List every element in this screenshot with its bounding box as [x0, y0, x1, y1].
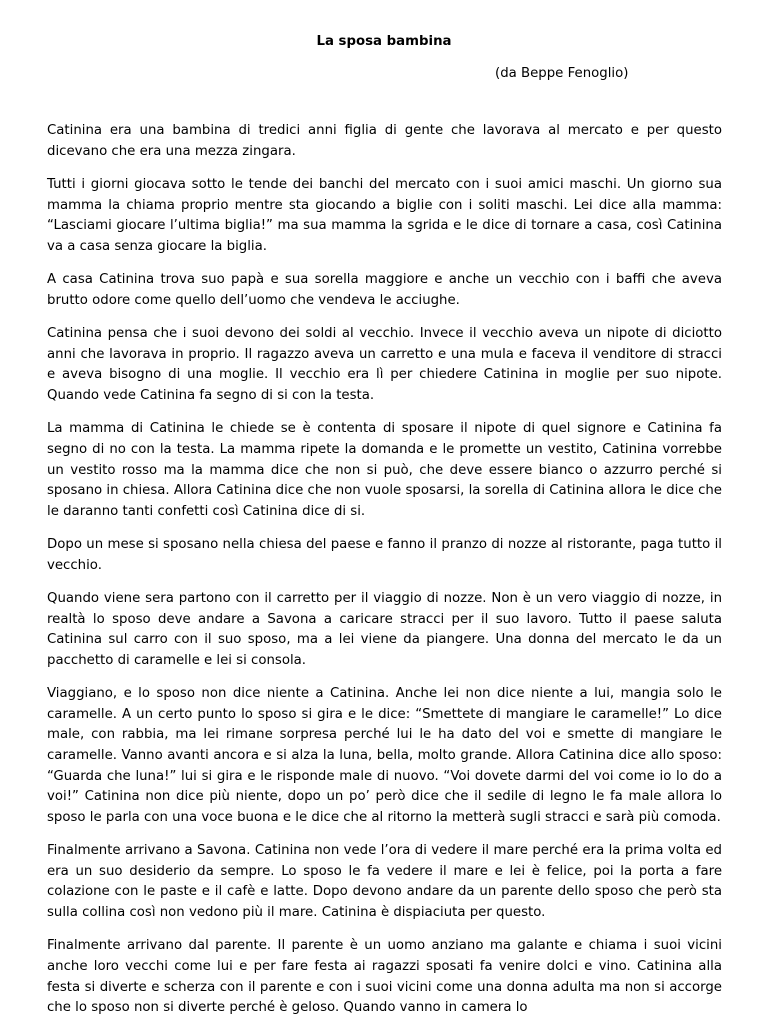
paragraph: Catinina pensa che i suoi devono dei soldi al vecchio. Invece il vecchio aveva un nipote di diciotto anni che lavorava in proprio. Il ragazzo aveva un carretto e una mula e faceva il venditore di stracci e aveva bisogno di una moglie. Il vecchio era lì per chiedere Catinina in moglie per suo nipote. Quando vede Catinina fa segno di si con la testa. — [47, 326, 722, 403]
paragraph: Tutti i giorni giocava sotto le tende dei banchi del mercato con i suoi amici maschi. Un giorno sua mamma la chiama proprio mentre sta giocando a biglie con i soliti maschi. Lei dice alla mamma: “Lasciami giocare l’ultima biglia!” ma sua mamma la sgrida e le dice di tornare a casa, così Catinina va a casa senza giocare la biglia. — [47, 176, 722, 254]
paragraph: A casa Catinina trova suo papà e sua sorella maggiore e anche un vecchio con i baffi che aveva brutto odore come quello dell’uomo che vendeva le acciughe. — [47, 272, 722, 308]
document-title: La sposa bambina — [316, 34, 452, 49]
story-body — [47, 121, 722, 1032]
paragraph: Dopo un mese si sposano nella chiesa del paese e fanno il pranzo di nozze al ristorante, paga tutto il vecchio. — [47, 537, 722, 573]
paragraph: Finalmente arrivano a Savona. Catinina non vede l’ora di vedere il mare perché era la prima volta ed era un suo desiderio da sempre. Lo sposo le fa vedere il mare e lei è felice, poi la porta a fare colazione con le paste e il cafè e latte. Dopo devono andare da un parente dello sposo che però sta sulla collina così non vedono più il mare. Catinina è dispiaciuta per questo. — [47, 843, 722, 920]
paragraph: Quando viene sera partono con il carretto per il viaggio di nozze. Non è un vero viaggio di nozze, in realtà lo sposo deve andare a Savona a caricare stracci per il suo lavoro. Tutto il paese saluta Catinina sul carro con il suo sposo, ma a lei viene da piangere. Una donna del mercato le da un pacchetto di caramelle e lei si consola. — [47, 591, 722, 668]
author-attribution: (da Beppe Fenoglio) — [495, 66, 629, 81]
paragraph: Viaggiano, e lo sposo non dice niente a Catinina. Anche lei non dice niente a lui, mangia solo le caramelle. A un certo punto lo sposo si gira e le dice: “Smettete di mangiare le caramelle!” Lo dice male, con rabbia, ma lei rimane sorpresa perché lui le ha dato del voi e smette di mangiare le caramelle. Vanno avanti ancora e si alza la luna, bella, molto grande. Allora Catinina dice allo sposo: “Guarda che luna!” lui si gira e le risponde male di nuovo. “Voi dovete darmi del voi come io lo do a voi!” Catinina non dice più niente, dopo un po’ però dice che il sedile di legno le fa male allora lo sposo le parla con una voce buona e le dice che al ritorno la metterà sugli stracci e sarà più comoda. — [47, 686, 722, 825]
paragraph: La mamma di Catinina le chiede se è contenta di sposare il nipote di quel signore e Catinina fa segno di no con la testa. La mamma ripete la domanda e le promette un vestito, Catinina vorrebbe un vestito rosso ma la mamma dice che non si può, che deve essere bianco o azzurro perché si sposano in chiesa. Allora Catinina dice che non vuole sposarsi, la sorella di Catinina allora le dice che le daranno tanti confetti così Catinina dice di si. — [47, 421, 722, 519]
paragraph: Catinina era una bambina di tredici anni figlia di gente che lavorava al mercato e per questo dicevano che era una mezza zingara. — [47, 123, 722, 159]
paragraph: Finalmente arrivano dal parente. Il parente è un uomo anziano ma galante e chiama i suoi vicini anche loro vecchi come lui e per fare festa ai ragazzi sposati fa venire dolci e vino. Catinina alla festa si diverte e scherza con il parente e con i suoi vicini come una donna adulta ma non si accorge che lo sposo non si diverte perché è geloso. Quando vanno in camera lo — [47, 938, 722, 1016]
